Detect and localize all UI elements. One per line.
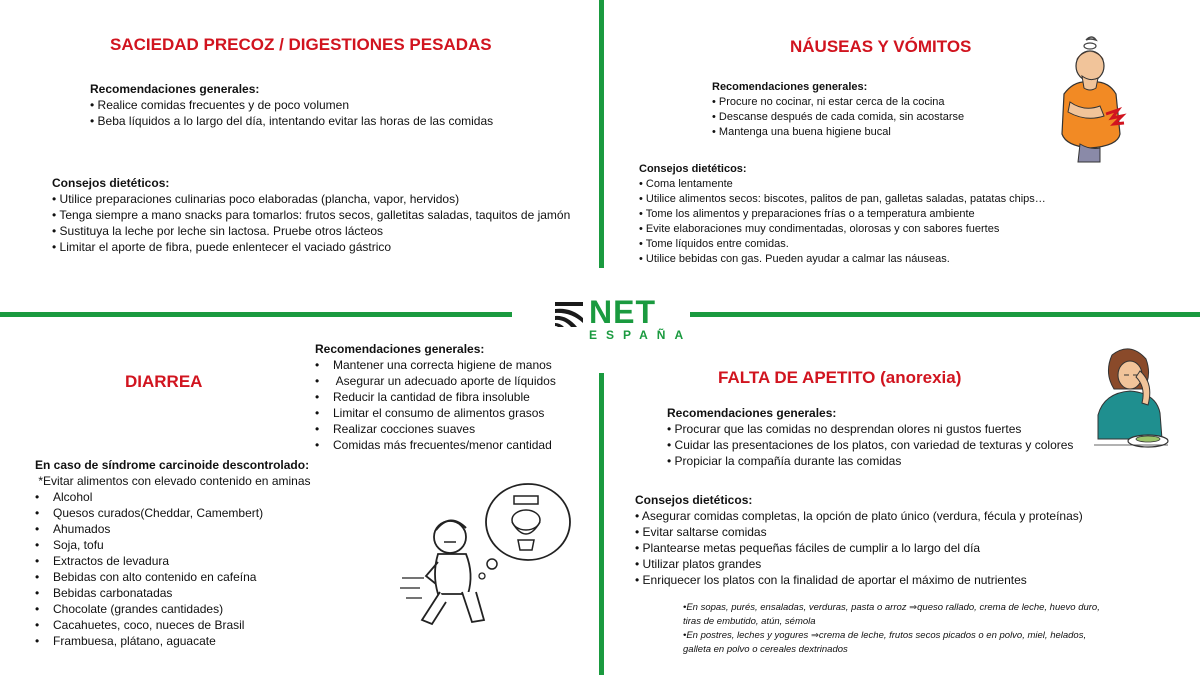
list-item: • Utilice preparaciones culinarias poco elaboradas (plancha, vapor, hervidos) — [52, 191, 570, 207]
list-item: • Realizar cocciones suaves — [315, 422, 476, 436]
nauseas-rec-heading: Recomendaciones generales: — [712, 81, 868, 93]
logo-text: NET — [589, 294, 656, 330]
list-item: • Asegurar un adecuado aporte de líquidos — [315, 374, 556, 388]
list-item: • Plantearse metas pequeñas fáciles de cumplir a lo largo del día — [635, 540, 1083, 556]
divider-horizontal-left — [0, 312, 512, 317]
list-item: • Limitar el consumo de alimentos grasos — [315, 406, 545, 420]
list-item: • Enriquecer los platos con la finalidad de aportar el máximo de nutrientes — [635, 572, 1083, 588]
list-item: • Asegurar comidas completas, la opción de plato único (verdura, fécula y proteínas) — [635, 508, 1083, 524]
divider-vertical-top — [599, 0, 604, 268]
list-item: • Quesos curados(Cheddar, Camembert) — [35, 506, 264, 520]
apetito-recomendaciones — [667, 405, 1073, 469]
list-item: • Chocolate (grandes cantidades) — [35, 602, 224, 616]
list-item: • Limitar el aporte de fibra, puede enlentecer el vaciado gástrico — [52, 239, 570, 255]
list-item: • Cacahuetes, coco, nueces de Brasil — [35, 618, 245, 632]
saciedad-consejos — [52, 175, 570, 255]
list-item: • Evitar saltarse comidas — [635, 524, 1083, 540]
diarrea-recomendaciones — [315, 341, 556, 453]
saciedad-title: SACIEDAD PRECOZ / DIGESTIONES PESADAS — [110, 35, 492, 54]
list-item: • Reducir la cantidad de fibra insoluble — [315, 390, 530, 404]
saciedad-recomendaciones — [90, 81, 493, 129]
list-item: • Procure no cocinar, ni estar cerca de la cocina — [712, 95, 964, 110]
list-item: • Extractos de levadura — [35, 554, 170, 568]
list-item: • Coma lentamente — [639, 177, 1046, 192]
note-line: galleta en polvo o cereales dextrinados — [683, 644, 848, 655]
logo-stripes-icon — [553, 300, 587, 330]
list-item: • Frambuesa, plátano, aguacate — [35, 634, 216, 648]
divider-horizontal-right — [690, 312, 1200, 317]
diarrea-title: DIARREA — [125, 372, 203, 391]
logo-subtext: ESPAÑA — [589, 328, 693, 342]
net-espana-logo — [553, 294, 693, 344]
apetito-title: FALTA DE APETITO (anorexia) — [718, 368, 962, 387]
nauseas-title: NÁUSEAS Y VÓMITOS — [790, 37, 972, 56]
nauseas-consejos-heading: Consejos dietéticos: — [639, 163, 747, 175]
list-item: • Utilizar platos grandes — [635, 556, 1083, 572]
list-item: • Realice comidas frecuentes y de poco volumen — [90, 97, 493, 113]
list-item: • Evite elaboraciones muy condimentadas, olorosas y con sabores fuertes — [639, 222, 1046, 237]
list-item: • Procurar que las comidas no desprendan olores ni gustos fuertes — [667, 421, 1073, 437]
list-item: • Bebidas carbonatadas — [35, 586, 173, 600]
nauseas-recomendaciones — [712, 80, 964, 140]
list-item: • Beba líquidos a lo largo del día, intentando evitar las horas de las comidas — [90, 113, 493, 129]
list-item: • Ahumados — [35, 522, 111, 536]
diarrea-person-illustration — [400, 482, 580, 632]
list-item: • Alcohol — [35, 490, 93, 504]
saciedad-rec-heading: Recomendaciones generales: — [90, 82, 260, 96]
list-item: • Soja, tofu — [35, 538, 104, 552]
apetito-rec-heading: Recomendaciones generales: — [667, 406, 837, 420]
list-item: • Mantenga una buena higiene bucal — [712, 125, 964, 140]
anorexia-person-illustration — [1090, 345, 1172, 460]
divider-vertical-bottom — [599, 373, 604, 675]
list-item: • Tenga siempre a mano snacks para tomarlos: frutos secos, galletitas saladas, taquitos de jamón — [52, 207, 570, 223]
note-line: •En postres, leches y yogures ⇒crema de leche, frutos secos picados o en polvo, miel, helados, — [683, 630, 1087, 641]
nausea-person-illustration — [1052, 36, 1132, 164]
list-item: • Mantener una correcta higiene de manos — [315, 358, 552, 372]
carcinoide-heading: En caso de síndrome carcinoide descontrolado: — [35, 458, 310, 472]
apetito-consejos — [635, 492, 1083, 588]
list-item: • Utilice alimentos secos: biscotes, palitos de pan, galletas saladas, patatas chips… — [639, 192, 1046, 207]
list-item: • Tome líquidos entre comidas. — [639, 237, 1046, 252]
apetito-notes — [683, 601, 1100, 657]
diarrea-rec-heading: Recomendaciones generales: — [315, 342, 485, 356]
note-line: tiras de embutido, atún, sémola — [683, 616, 816, 627]
list-item: • Cuidar las presentaciones de los platos, con variedad de texturas y colores — [667, 437, 1073, 453]
list-item: • Sustituya la leche por leche sin lactosa. Pruebe otros lácteos — [52, 223, 570, 239]
list-item: • Descanse después de cada comida, sin acostarse — [712, 110, 964, 125]
diarrea-carcinoide — [35, 457, 311, 649]
list-item: • Bebidas con alto contenido en cafeína — [35, 570, 257, 584]
list-item: • Tome los alimentos y preparaciones frías o a temperatura ambiente — [639, 207, 1046, 222]
apetito-consejos-heading: Consejos dietéticos: — [635, 493, 753, 507]
list-item: • Propiciar la compañía durante las comidas — [667, 453, 1073, 469]
list-item: • Utilice bebidas con gas. Pueden ayudar a calmar las náuseas. — [639, 252, 1046, 267]
list-item: • Comidas más frecuentes/menor cantidad — [315, 438, 552, 452]
carcinoide-note: *Evitar alimentos con elevado contenido en aminas — [35, 474, 311, 488]
nauseas-consejos — [639, 162, 1046, 267]
saciedad-consejos-heading: Consejos dietéticos: — [52, 176, 170, 190]
note-line: •En sopas, purés, ensaladas, verduras, pasta o arroz ⇒queso rallado, crema de leche, huevo duro, — [683, 602, 1100, 613]
